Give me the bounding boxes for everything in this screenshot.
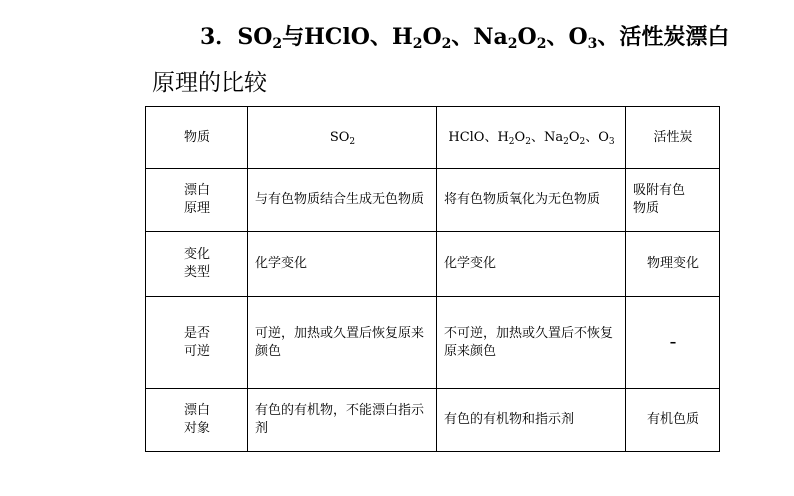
row-label: 漂白 原理 xyxy=(146,169,248,232)
cell-carbon: – xyxy=(626,297,720,389)
bleaching-comparison-table xyxy=(145,106,720,452)
cell-so2: 与有色物质结合生成无色物质 xyxy=(248,169,437,232)
header-cell-oxidizers: HClO、$H_2O_2$、$Na_2O_2$、$O_3$ xyxy=(437,107,626,169)
cell-oxidizers: 将有色物质氧化为无色物质 xyxy=(437,169,626,232)
row-label: 变化 类型 xyxy=(146,232,248,297)
table-row xyxy=(146,232,720,297)
cell-carbon: 有机色质 xyxy=(626,389,720,452)
cell-so2: 有色的有机物，不能漂白指示剂 xyxy=(248,389,437,452)
header-cell-so2: $SO_2$ xyxy=(248,107,437,169)
cell-so2: 化学变化 xyxy=(248,232,437,297)
cell-oxidizers: 不可逆，加热或久置后不恢复原来颜色 xyxy=(437,297,626,389)
table-row xyxy=(146,297,720,389)
table-header-row xyxy=(146,107,720,169)
cell-carbon: 物理变化 xyxy=(626,232,720,297)
section-heading xyxy=(200,22,729,52)
cell-carbon: 吸附有色物质 xyxy=(626,169,720,232)
cell-oxidizers: 化学变化 xyxy=(437,232,626,297)
row-label: 是否 可逆 xyxy=(146,297,248,389)
cell-so2: 可逆，加热或久置后恢复原来颜色 xyxy=(248,297,437,389)
header-cell-activated-carbon: 活性炭 xyxy=(626,107,720,169)
section-heading-continued: 原理的比较 xyxy=(152,70,267,96)
cell-oxidizers: 有色的有机物和指示剂 xyxy=(437,389,626,452)
heading-formula-text: $SO_2$与HClO、$H_2O_2$、$Na_2O_2$、$O_3$、活性炭漂白 xyxy=(237,24,730,52)
table-row xyxy=(146,169,720,232)
table-row xyxy=(146,389,720,452)
header-cell-substance: 物质 xyxy=(146,107,248,169)
row-label: 漂白 对象 xyxy=(146,389,248,452)
section-number: 3． xyxy=(200,24,238,50)
